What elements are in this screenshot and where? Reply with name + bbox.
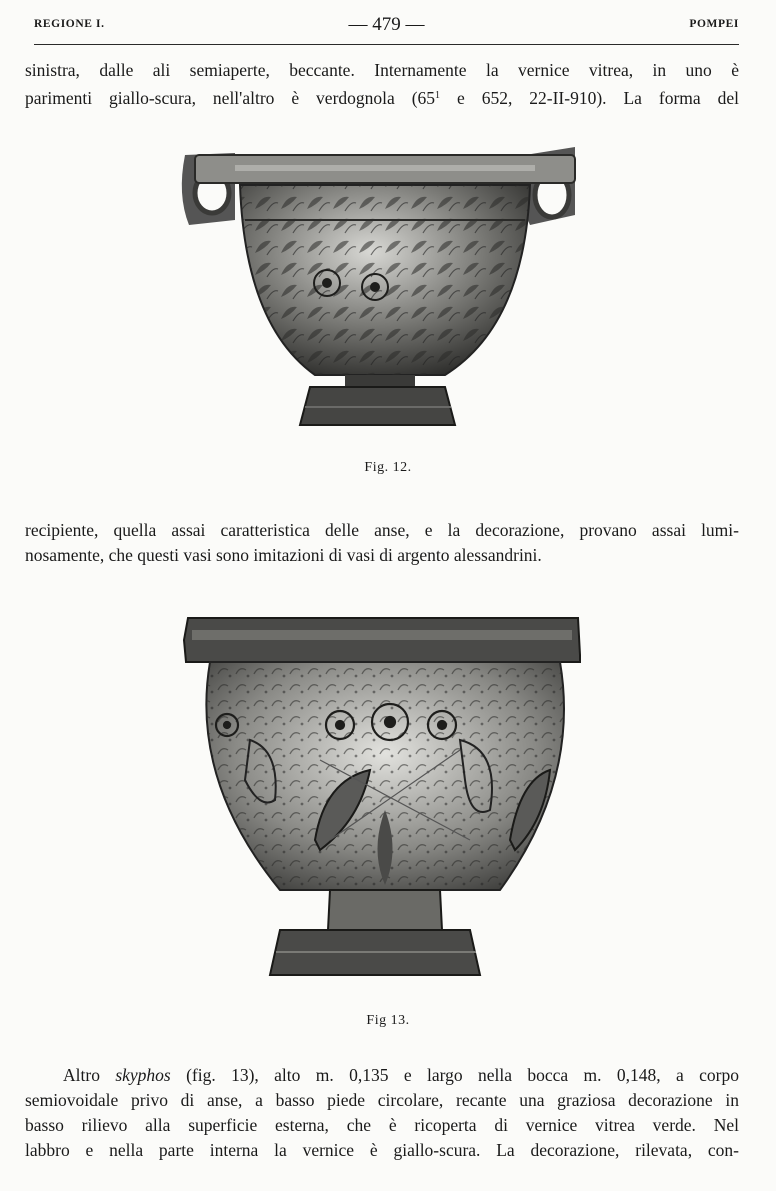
skyphos-illustration-icon xyxy=(175,125,585,445)
text-line: sinistra, dalle ali semiaperte, beccante. Internamente la vernice vitrea, in uno è xyxy=(25,60,739,80)
skyphos-illustration-icon xyxy=(180,600,585,985)
page-number: — 479 — xyxy=(348,14,425,35)
figure-13-caption: Fig 13. xyxy=(366,1013,410,1028)
paragraph-1 xyxy=(25,58,739,111)
paragraph-2 xyxy=(25,518,739,568)
text-line: labbro e nella parte interna la vernice è giallo-scura. La decorazione, rilevata, con- xyxy=(25,1140,739,1160)
text-line: recipiente, quella assai caratteristica delle anse, e la decorazione, provano assai lumi- xyxy=(25,520,739,540)
text-line: semiovoidale privo di anse, a basso piede circolare, recante una graziosa decorazione in xyxy=(25,1090,739,1110)
header-location: POMPEI xyxy=(689,18,739,30)
text-span: (fig. 13), alto m. 0,135 e largo nella bocca m. 0,148, a corpo xyxy=(170,1065,739,1085)
italic-term: skyphos xyxy=(115,1065,171,1085)
header-region: REGIONE I. xyxy=(34,18,105,30)
figure-12-image xyxy=(175,125,585,445)
text-span: Altro xyxy=(63,1065,116,1085)
text-span: e 652, 22-II-910). La forma del xyxy=(440,88,739,108)
text-line: nosamente, che questi vasi sono imitazioni di vasi di argento alessandrini. xyxy=(25,545,542,565)
text-span: parimenti giallo-scura, nell'altro è verdognola (65 xyxy=(25,88,436,108)
figure-13-image xyxy=(180,600,585,985)
text-line xyxy=(25,1063,739,1088)
header-rule xyxy=(34,44,739,45)
text-line: basso rilievo alla superficie esterna, che è ricoperta di vernice vitrea verde. Nel xyxy=(25,1115,739,1135)
text-line xyxy=(25,83,739,111)
superscript: 1 xyxy=(435,90,441,101)
figure-12-caption: Fig. 12. xyxy=(364,460,412,475)
paragraph-3 xyxy=(25,1063,739,1163)
running-head xyxy=(34,14,739,36)
